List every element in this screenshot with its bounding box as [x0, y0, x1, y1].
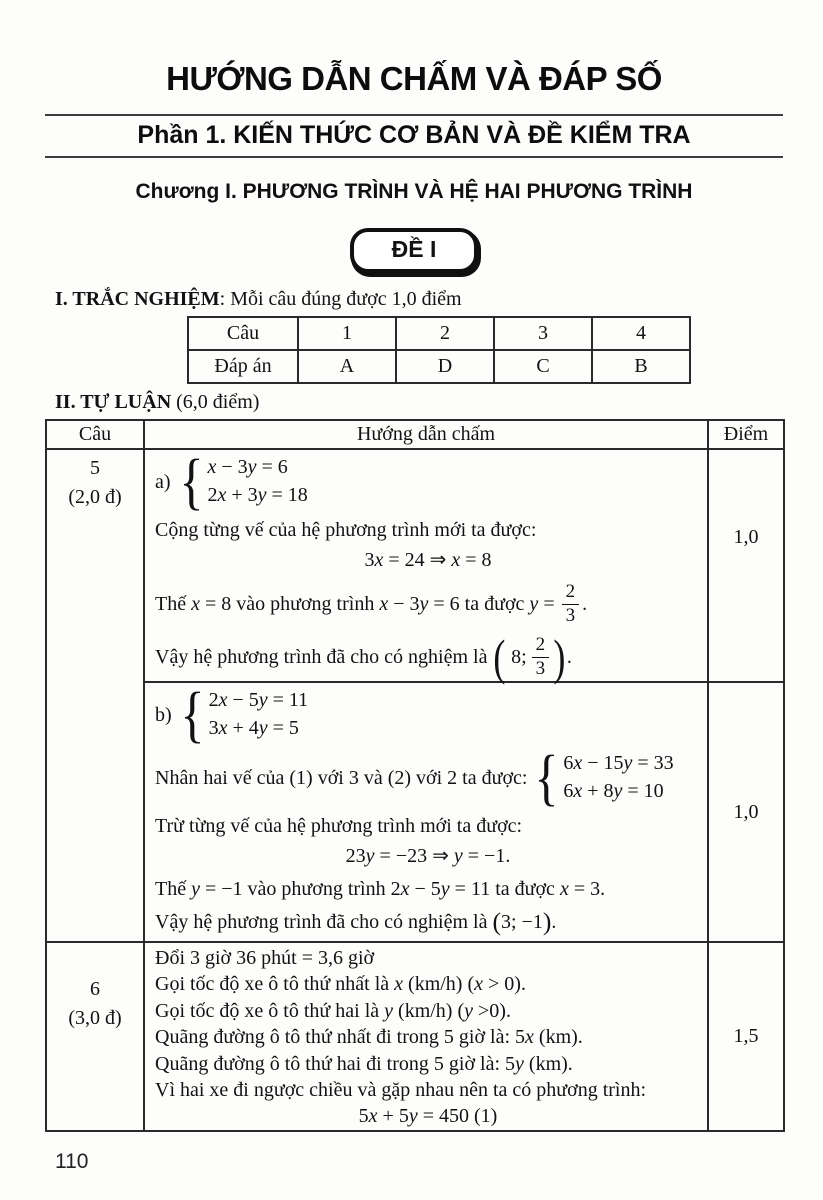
section-1-note: : Mỗi câu đúng được 1,0 điểm — [219, 288, 462, 310]
mc-header-cell: 2 — [396, 317, 494, 350]
equation: 6x + 8y = 10 — [563, 780, 664, 802]
answer-key-table — [187, 316, 691, 384]
equation: 3x + 4y = 5 — [208, 717, 299, 739]
q5-number-cell — [46, 449, 144, 942]
page-title: HƯỚNG DẪN CHẤM VÀ ĐÁP SỐ — [166, 60, 662, 97]
page-content — [0, 60, 823, 1132]
solution-pair: 3; −1 — [500, 911, 543, 933]
close-paren: ) — [553, 628, 566, 685]
q6-score-cell: 1,5 — [708, 942, 784, 1131]
exam-badge: ĐỀ I — [350, 228, 479, 273]
brace-icon: { — [180, 680, 205, 750]
q5a-step2-line — [155, 582, 701, 626]
equation-system — [178, 447, 308, 517]
q5b-score-cell: 1,0 — [708, 682, 784, 942]
fraction — [562, 582, 580, 626]
mc-answer-cell: C — [494, 350, 592, 383]
brace-icon: { — [534, 743, 559, 813]
col-header-question: Câu — [46, 420, 144, 449]
fraction-numerator: 2 — [562, 582, 580, 605]
q5-number: 5 — [90, 457, 100, 479]
mc-header-cell: 3 — [494, 317, 592, 350]
fraction-denominator: 3 — [535, 657, 546, 679]
col-header-guide: Hướng dẫn chấm — [144, 420, 708, 449]
table-row-q5a — [46, 449, 784, 682]
mc-answer-cell: Đáp án — [188, 350, 298, 383]
fraction-numerator: 2 — [532, 635, 550, 658]
mc-header-cell: 4 — [592, 317, 690, 350]
fraction-denominator: 3 — [565, 604, 576, 626]
q6-line: Gọi tốc độ xe ô tô thứ hai là y (km/h) (y >0). — [155, 999, 511, 1022]
q6-guide-cell — [144, 942, 708, 1131]
equation: 2x + 3y = 18 — [207, 484, 308, 506]
system-equations — [563, 750, 673, 805]
equation: 6x − 15y = 33 — [563, 752, 674, 775]
q5a-conclusion-text: Vậy hệ phương trình đã cho có nghiệm là — [155, 645, 488, 668]
q5a-step1-equation: 3x = 24 ⇒ x = 8 — [364, 549, 492, 571]
period: . — [551, 911, 557, 933]
q6-line: Gọi tốc độ xe ô tô thứ nhất là x (km/h) (x > 0). — [155, 973, 526, 996]
q6-number: 6 — [90, 978, 100, 1000]
mc-answer-cell: D — [396, 350, 494, 383]
table-row — [188, 317, 690, 350]
section-2-heading — [55, 391, 783, 414]
open-paren: ( — [493, 628, 506, 685]
table-row-q6 — [46, 942, 784, 1131]
table-header-row — [46, 420, 784, 449]
exam-badge-wrap — [45, 228, 783, 273]
q6-line: Quãng đường ô tô thứ nhất đi trong 5 giờ là: 5x (km). — [155, 1026, 583, 1049]
q5b-conclusion-text: Vậy hệ phương trình đã cho có nghiệm là — [155, 911, 493, 933]
q5b-system-row — [155, 680, 701, 750]
open-paren: ( — [492, 907, 501, 937]
table-row-q5b — [46, 682, 784, 942]
col-header-points: Điểm — [708, 420, 784, 449]
fraction — [532, 635, 550, 679]
q5a-step1-text: Cộng từng vế của hệ phương trình mới ta được: — [155, 519, 537, 541]
close-paren: ) — [542, 907, 552, 937]
q5a-conclusion-line — [155, 628, 701, 685]
table-row — [188, 350, 690, 383]
mc-header-cell: 1 — [298, 317, 396, 350]
q5a-guide-cell — [144, 447, 708, 685]
q6-final-equation: 5x + 5y = 450 (1) — [358, 1105, 498, 1128]
part-label-a: a) — [155, 470, 171, 493]
q5b-step2-equation: 23y = −23 ⇒ y = −1. — [345, 845, 511, 867]
system-equations — [207, 454, 307, 509]
period: . — [582, 592, 588, 615]
q5a-score-cell: 1,0 — [708, 449, 784, 682]
section-2-title: II. TỰ LUẬN — [55, 391, 172, 413]
chapter-heading: Chương I. PHƯƠNG TRÌNH VÀ HỆ HAI PHƯƠNG TRÌNH — [135, 180, 693, 203]
q5b-step3-text: Thế y = −1 vào phương trình 2x − 5y = 11 ta được x = 3. — [155, 878, 606, 900]
q5b-step1-text: Nhân hai vế của (1) với 3 và (2) với 2 ta được: — [155, 767, 528, 789]
part-heading: Phần 1. KIẾN THỨC CƠ BẢN VÀ ĐỀ KIỂM TRA — [137, 121, 691, 149]
part-label-b: b) — [155, 703, 172, 726]
q6-line: Quãng đường ô tô thứ hai đi trong 5 giờ là: 5y (km). — [155, 1052, 573, 1075]
grading-table — [45, 419, 785, 1132]
mc-answer-cell: A — [298, 350, 396, 383]
system-equations — [209, 687, 309, 742]
q5a-step2-text: Thế x = 8 vào phương trình x − 3y = 6 ta được y = — [155, 592, 555, 615]
q6-line: Vì hai xe đi ngược chiều và gặp nhau nên ta có phương trình: — [155, 1078, 647, 1101]
equation: x − 3y = 6 — [207, 456, 288, 479]
equation: 2x − 5y = 11 — [208, 689, 309, 712]
q5a-system-row — [155, 447, 701, 517]
q6-points-label: (3,0 đ) — [68, 1007, 122, 1029]
solution-x-value: 8; — [511, 645, 527, 668]
q5b-step1-line — [155, 743, 701, 813]
mc-answer-cell: B — [592, 350, 690, 383]
q6-line: Đổi 3 giờ 36 phút = 3,6 giờ — [155, 947, 375, 969]
brace-icon: { — [178, 447, 204, 517]
section-1-heading — [55, 288, 783, 311]
q5b-guide-cell — [144, 682, 708, 942]
q6-number-cell — [46, 942, 144, 1131]
mc-header-cell: Câu — [188, 317, 298, 350]
q5-points-label: (2,0 đ) — [68, 486, 122, 508]
section-2-note: (6,0 điểm) — [171, 391, 260, 413]
q5b-conclusion-line — [155, 909, 701, 935]
divider — [45, 156, 783, 158]
equation-system — [533, 743, 674, 813]
period: . — [566, 645, 572, 668]
equation-system — [179, 680, 309, 750]
q5b-step2-text: Trừ từng vế của hệ phương trình mới ta được: — [155, 815, 523, 837]
section-1-title: I. TRẮC NGHIỆM — [55, 288, 220, 310]
divider — [45, 114, 783, 116]
page-number: 110 — [55, 1150, 89, 1173]
